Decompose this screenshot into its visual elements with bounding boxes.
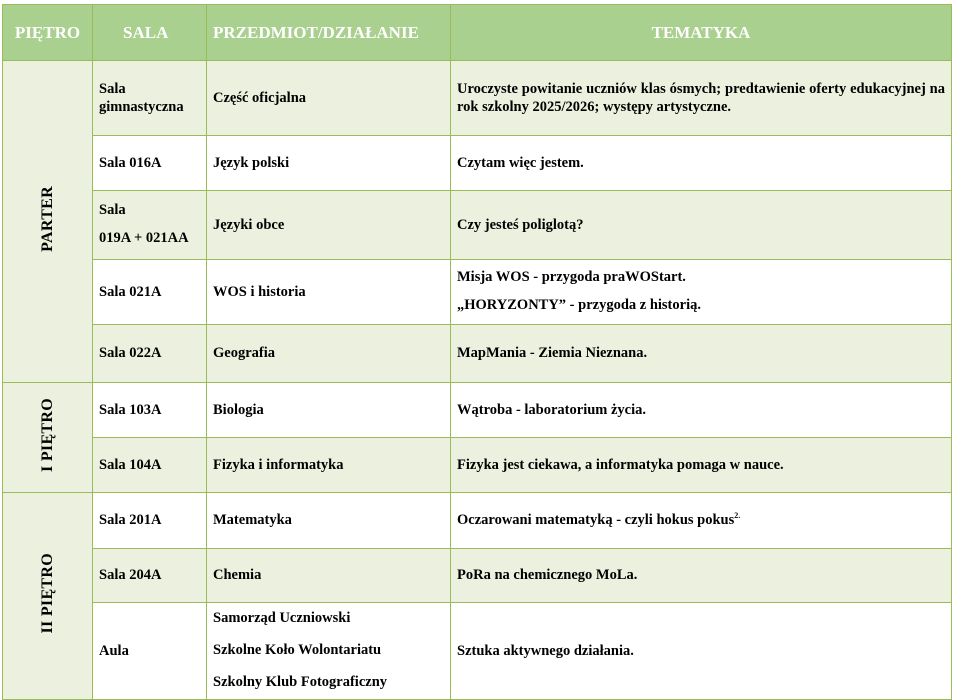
header-floor: PIĘTRO bbox=[3, 5, 93, 61]
header-row bbox=[3, 5, 952, 61]
subject-line: Samorząd Uczniowski bbox=[213, 610, 351, 626]
room-cell: Sala gimnastyczna bbox=[93, 61, 207, 136]
topic-cell: PoRa na chemicznego MoLa. bbox=[451, 549, 952, 603]
topic-cell: Czytam więc jestem. bbox=[451, 136, 952, 191]
room-cell: Sala 103A bbox=[93, 383, 207, 438]
room-line: Sala bbox=[99, 202, 126, 219]
topic-cell: Sztuka aktywnego działania. bbox=[451, 603, 952, 700]
topic-cell: Wątroba - laboratorium życia. bbox=[451, 383, 952, 438]
header-topic: TEMATYKA bbox=[451, 5, 952, 61]
room-cell: Sala 022A bbox=[93, 325, 207, 383]
topic-cell: Fizyka jest ciekawa, a informatyka pomaga w nauce. bbox=[451, 438, 952, 493]
floor-first bbox=[3, 383, 93, 493]
floor-label: II PIĘTRO bbox=[38, 553, 56, 634]
table-row bbox=[3, 493, 952, 549]
room-cell: Sala 204A bbox=[93, 549, 207, 603]
room-line: 019A + 021AA bbox=[99, 230, 189, 246]
floor-ground bbox=[3, 61, 93, 383]
topic-line: „HORYZONTY” - przygoda z historią. bbox=[457, 297, 701, 313]
subject-cell: Języki obce bbox=[207, 191, 451, 260]
floor-label: I PIĘTRO bbox=[38, 397, 56, 472]
subject-cell: WOS i historia bbox=[207, 260, 451, 325]
subject-cell: Geografia bbox=[207, 325, 451, 383]
topic-cell: MapMania - Ziemia Nieznana. bbox=[451, 325, 952, 383]
subject-cell: Matematyka bbox=[207, 493, 451, 549]
footnote-mark: 2. bbox=[734, 511, 741, 521]
topic-cell: Czy jesteś poliglotą? bbox=[451, 191, 952, 260]
subject-cell: Biologia bbox=[207, 383, 451, 438]
table-row bbox=[3, 136, 952, 191]
header-room: SALA bbox=[93, 5, 207, 61]
table-row bbox=[3, 61, 952, 136]
subject-cell bbox=[207, 603, 451, 700]
subject-cell: Fizyka i informatyka bbox=[207, 438, 451, 493]
subject-line: Szkolne Koło Wolontariatu bbox=[213, 641, 382, 658]
schedule-table bbox=[2, 4, 952, 700]
subject-line: Szkolny Klub Fotograficzny bbox=[213, 673, 388, 690]
table-row bbox=[3, 260, 952, 325]
floor-second bbox=[3, 493, 93, 700]
room-cell: Sala 016A bbox=[93, 136, 207, 191]
subject-cell: Część oficjalna bbox=[207, 61, 451, 136]
header-subject: PRZEDMIOT/DZIAŁANIE bbox=[207, 5, 451, 61]
room-cell: Sala 201A bbox=[93, 493, 207, 549]
room-cell bbox=[93, 191, 207, 260]
table-row bbox=[3, 191, 952, 260]
room-cell: Aula bbox=[93, 603, 207, 700]
topic-text: Oczarowani matematyką - czyli hokus pokus bbox=[457, 512, 735, 529]
topic-cell bbox=[451, 493, 952, 549]
table-row bbox=[3, 383, 952, 438]
table-row bbox=[3, 549, 952, 603]
room-cell: Sala 021A bbox=[93, 260, 207, 325]
table-row bbox=[3, 603, 952, 700]
floor-label: PARTER bbox=[38, 186, 56, 252]
room-cell: Sala 104A bbox=[93, 438, 207, 493]
topic-cell: Uroczyste powitanie uczniów klas ósmych; predtawienie oferty edukacyjnej na rok szkolny 2025/2026; występy artystyczne. bbox=[451, 61, 952, 136]
table-row bbox=[3, 325, 952, 383]
subject-cell: Chemia bbox=[207, 549, 451, 603]
subject-cell: Język polski bbox=[207, 136, 451, 191]
topic-line: Misja WOS - przygoda praWOStart. bbox=[457, 269, 686, 286]
table-row bbox=[3, 438, 952, 493]
topic-cell bbox=[451, 260, 952, 325]
